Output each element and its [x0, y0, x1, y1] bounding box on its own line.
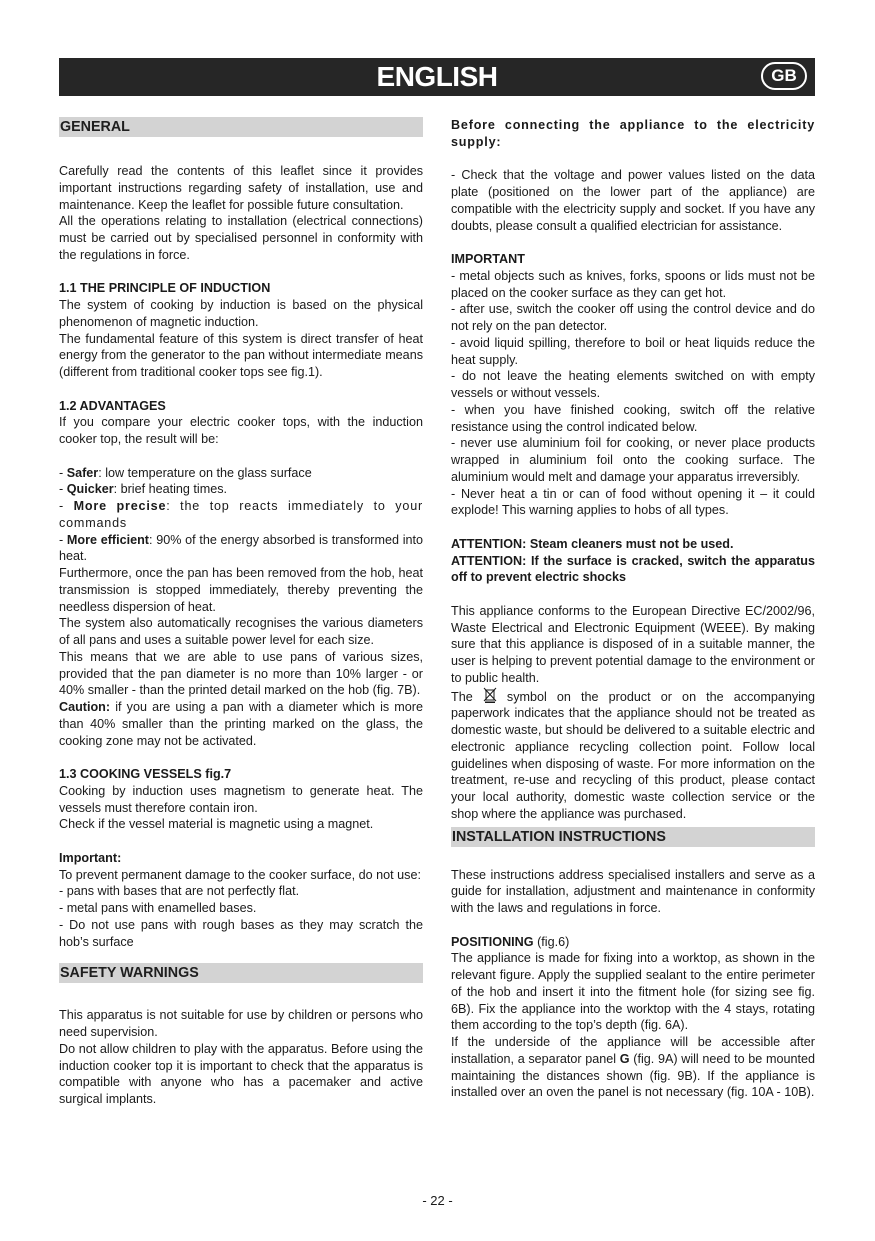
paragraph: Do not allow children to play with the apparatus. Before using the induction cooker top it is important to check that the apparatus is compatible with anyone who has a pacemaker and active surgical implants.: [59, 1041, 423, 1106]
attention-steam: ATTENTION: Steam cleaners must not be used.: [451, 536, 734, 551]
paragraph: The appliance is made for fixing into a worktop, as shown in the relevant figure. Apply the supplied sealant to the entire perimeter of the hob and insert it into the fitment hole (for sizing see fig. 6B). Fix the appliance into the worktop with the 4 stays, rotating them according to the top’s depth (fig. 6A).: [451, 951, 815, 1033]
quicker-label: Quicker: [66, 482, 114, 497]
subheading-important: Important:: [59, 850, 122, 865]
subheading-important-right: IMPORTANT: [451, 252, 525, 266]
section-heading-general: GENERAL: [59, 117, 423, 137]
language-badge: GB: [761, 62, 807, 90]
quicker-text: : brief heating times.: [113, 482, 228, 497]
positioning-ref: (fig.6): [533, 934, 570, 949]
list-item: - do not leave the heating elements switched on with empty vessels or without vessels.: [451, 369, 815, 400]
weee-text-start: The: [451, 689, 483, 704]
list-item: - metal objects such as knives, forks, spoons or lids must not be placed on the cooker surface as they can get hot.: [451, 268, 815, 300]
paragraph: The fundamental feature of this system is direct transfer of heat energy from the generator to the pan without intermediate means (different from traditional cooker tops see fig.1).: [59, 331, 423, 379]
list-item: - More efficient: 90% of the energy absorbed is transformed into heat.: [59, 532, 423, 564]
list-item: - after use, switch the cooker off using the control device and do not rely on the pan detector.: [451, 302, 815, 333]
list-item: - avoid liquid spilling, therefore to boil or heat liquids reduce the heat supply.: [451, 335, 815, 367]
list-item: - never use aluminium foil for cooking, or never place products wrapped in aluminium foil onto the cooking surface. The aluminium would melt and damage your apparatus irreversibly.: [451, 436, 815, 484]
paragraph: This means that we are able to use pans of various sizes, provided that the pan diameter is no more than 10% larger - or 40% smaller - than the printed detail marked on the hob (fig. 7B).: [59, 649, 423, 698]
paragraph: Cooking by induction uses magnetism to generate heat. The vessels must therefore contain iron.: [59, 783, 423, 815]
left-column: [59, 117, 423, 1108]
list-item: - when you have finished cooking, switch off the relative resistance using the control indicated below.: [451, 402, 815, 434]
separator-text-rest: (fig. 9A) will need to be mounted maintaining the distances shown (fig. 9B). If the appliance is installed over an oven the panel is not necessary (fig. 10A - 10B).: [451, 1051, 815, 1100]
paragraph: All the operations relating to installation (electrical connections) must be carried out by specialised personnel in conformity with the regulations in force.: [59, 214, 423, 262]
list-item: - Quicker: brief heating times.: [59, 482, 228, 497]
paragraph: The system of cooking by induction is based on the physical phenomenon of magnetic induction.: [59, 298, 423, 329]
safer-text: : low temperature on the glass surface: [98, 465, 312, 480]
list-item: - Safer: low temperature on the glass surface: [59, 465, 312, 480]
list-item: - More precise: the top reacts immediately to your commands: [59, 499, 423, 530]
attention-cracked: ATTENTION: If the surface is cracked, switch the apparatus off to prevent electric shocks: [451, 553, 815, 585]
precise-label: More precise: [73, 499, 167, 513]
section-heading-safety: SAFETY WARNINGS: [59, 963, 423, 983]
efficient-text: : 90% of the energy absorbed is transformed into heat.: [59, 532, 423, 564]
subheading-advantages: 1.2 ADVANTAGES: [59, 398, 166, 413]
paragraph: If you compare your electric cooker tops, with the induction cooker top, the result will be:: [59, 415, 423, 446]
subheading-vessels: 1.3 COOKING VESSELS fig.7: [59, 767, 232, 781]
list-item: - Never heat a tin or can of food without opening it – it could explode! This warning applies to hobs of all types.: [451, 486, 815, 518]
list-item: - metal pans with enamelled bases.: [59, 901, 257, 915]
crossed-bin-icon: [483, 687, 497, 703]
paragraph: - Check that the voltage and power values listed on the data plate (positioned on the lower part of the appliance) are compatible with the electricity supply and socket. If you have any doubts, please consult a qualified electrician for assistance.: [451, 168, 815, 233]
precise-text: : the top reacts immediately to your commands: [59, 499, 423, 530]
subheading-before-connecting: Before connecting the appliance to the electricity supply:: [451, 118, 815, 149]
panel-letter: G: [619, 1051, 630, 1066]
paragraph: The system also automatically recognises the various diameters of all pans and uses a suitable power level for each size.: [59, 616, 423, 647]
paragraph: This apparatus is not suitable for use by children or persons who need supervision.: [59, 1008, 423, 1039]
section-heading-installation: INSTALLATION INSTRUCTIONS: [451, 827, 815, 847]
list-item: - Do not use pans with rough bases as they may scratch the hob’s surface: [59, 917, 423, 949]
weee-text-rest: symbol on the product or on the accompanying paperwork indicates that the appliance should not be treated as domestic waste, but should be delivered to a suitable electric and electronic appliance recycling collection point. Follow local guidelines when disposing of waste. For more information on the treatment, re-use and recycling of this product, please contact your local authority, domestic waste collection service or the shop where the appliance was purchased.: [451, 689, 815, 821]
caution-note: [59, 699, 423, 749]
paragraph: These instructions address specialised installers and serve as a guide for installation, adjustment and maintenance in conformity with the laws and regulations in force.: [451, 867, 815, 915]
subheading-principle: 1.1 THE PRINCIPLE OF INDUCTION: [59, 281, 271, 296]
page-number: - 22 -: [422, 1193, 453, 1208]
positioning-heading: [451, 934, 815, 951]
language-banner: [59, 58, 815, 96]
efficient-label: More efficient: [66, 532, 149, 547]
list-item: - pans with bases that are not perfectly flat.: [59, 884, 300, 899]
paragraph: To prevent permanent damage to the cooker surface, do not use:: [59, 867, 421, 882]
language-title: ENGLISH: [376, 61, 498, 92]
weee-symbol-paragraph: [451, 687, 815, 823]
caution-label: Caution:: [59, 700, 111, 714]
right-column: [451, 117, 815, 1101]
paragraph: Carefully read the contents of this leaflet since it provides important instructions regarding safety of installation, use and maintenance. Keep the leaflet for possible future consultation.: [59, 164, 423, 212]
paragraph: Check if the vessel material is magnetic using a magnet.: [59, 817, 374, 832]
paragraph: [451, 1034, 815, 1101]
caution-text: if you are using a pan with a diameter which is more than 40% smaller than the printing marked on the glass, the cooking zone may not be activated.: [59, 700, 423, 748]
positioning-label: POSITIONING: [451, 934, 534, 949]
paragraph: Furthermore, once the pan has been removed from the hob, heat transmission is stopped immediately, thereby preventing the needless dispersion of heat.: [59, 566, 423, 614]
safer-label: Safer: [66, 465, 99, 480]
separator-text-start: If the underside of the appliance will be accessible after installation, a separator panel: [451, 1035, 815, 1066]
paragraph: This appliance conforms to the European Directive EC/2002/96, Waste Electrical and Electronic Equipment (WEEE). By making sure that this appliance is disposed of in a suitable manner, the user is helping to prevent potential damage to the environment or to public health.: [451, 603, 815, 685]
